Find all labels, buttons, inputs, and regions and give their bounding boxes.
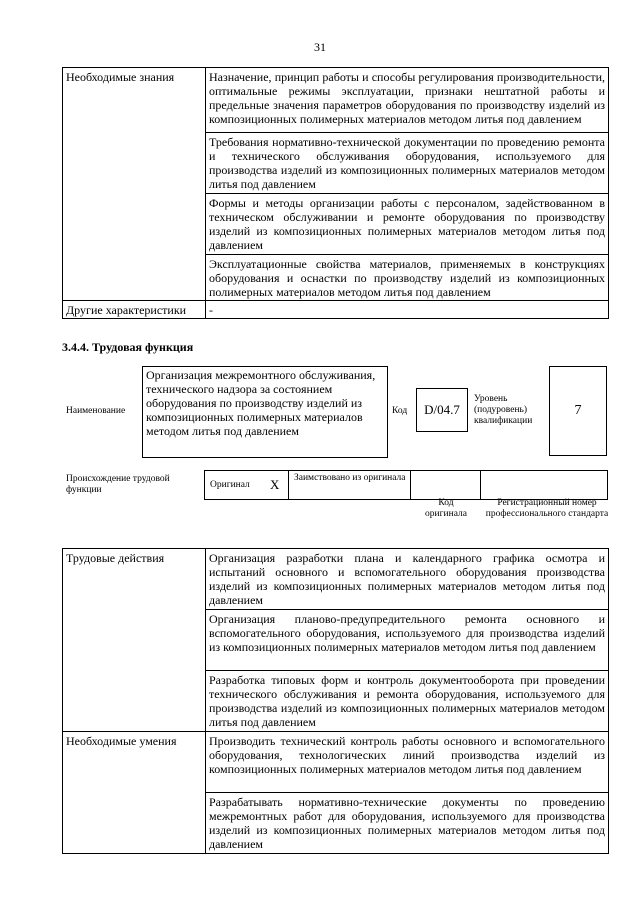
table-cell: Эксплуатационные свойства материалов, применяемых в конструкциях оборудования и оснастки по производству изделий из композиционных полимерных материалов методом литья под давлением [206,255,609,301]
divider [410,470,411,500]
level-label: Уровень (подуровень) квалификации [474,394,533,426]
function-code-box [416,388,468,432]
function-code: D/04.7 [424,402,460,417]
section-heading: 3.4.4. Трудовая функция [62,340,194,354]
table-cell: Требования нормативно-технической документации по проведению ремонта и технического обслуживания оборудования, используемого для производства изделий из композиционных полимерных материалов методом литья под давлением [206,133,609,194]
table-cell: Производить технический контроль работы основного и вспомогательного оборудования, технологических линий производства изделий из композиционных полимерных материалов методом литья под давлением [206,732,609,793]
level-value: 7 [574,403,582,418]
table-cell: Организация разработки плана и календарного графика осмотра и испытаний основного и вспомогательного оборудования производства изделий из композиционных полимерных материалов методом литья под давлением [206,549,609,610]
reg-number-caption: Регистрационный номер профессионального стандарта [485,498,609,519]
name-label: Наименование [66,406,126,416]
code-original-caption: Код оригинала [425,498,467,519]
actions-table [62,548,609,854]
knowledge-table [62,67,609,319]
table-row [63,68,609,133]
table-cell: Разработка типовых форм и контроль документооборота при проведении технического обслуживания и ремонта оборудования, используемого для производства изделий из композиционных полимерных материалов методом литья под давлением [206,671,609,732]
row-label: Необходимые умения [63,732,206,854]
table-cell: Разрабатывать нормативно-технические документы по проведению межремонтных работ для оборудования, используемого для производства изделий из композиционных полимерных материалов методом литья под давлением [206,793,609,854]
table-row [63,732,609,793]
code-label: Код [392,406,408,416]
divider [480,470,481,500]
table-row [63,301,609,319]
table-row [63,549,609,610]
borrowed-label: Заимствовано из оригинала [294,473,406,483]
table-cell: Назначение, принцип работы и способы регулирования производительности, оптимальные режимы эксплуатации, признаки нештатной работы и предельные значения параметров оборудования по производству изделий из композиционных полимерных материалов методом литья под давлением [206,68,609,133]
table-cell: Формы и методы организации работы с персоналом, задействованном в техническом обслуживании и ремонте оборудования по производству изделий из композиционных полимерных материалов методом литья под давлением [206,194,609,255]
table-cell: - [206,301,609,319]
original-label: Оригинал [210,480,250,490]
row-label: Необходимые знания [63,68,206,301]
origin-label: Происхождение трудовой функции [66,474,170,495]
divider [288,470,289,500]
origin-box [204,470,608,500]
original-mark: X [270,477,280,492]
page-number: 31 [314,40,326,54]
table-cell: Организация планово-предупредительного ремонта основного и вспомогательного оборудования, используемого для производства изделий из композиционных полимерных материалов методом литья под давлением [206,610,609,671]
level-box [549,366,607,456]
function-name-box: Организация межремонтного обслуживания, технического надзора за состоянием оборудования по производству изделий из композиционных полимерных материалов методом литья под давлением [142,366,388,458]
row-label: Другие характеристики [63,301,206,319]
row-label: Трудовые действия [63,549,206,732]
